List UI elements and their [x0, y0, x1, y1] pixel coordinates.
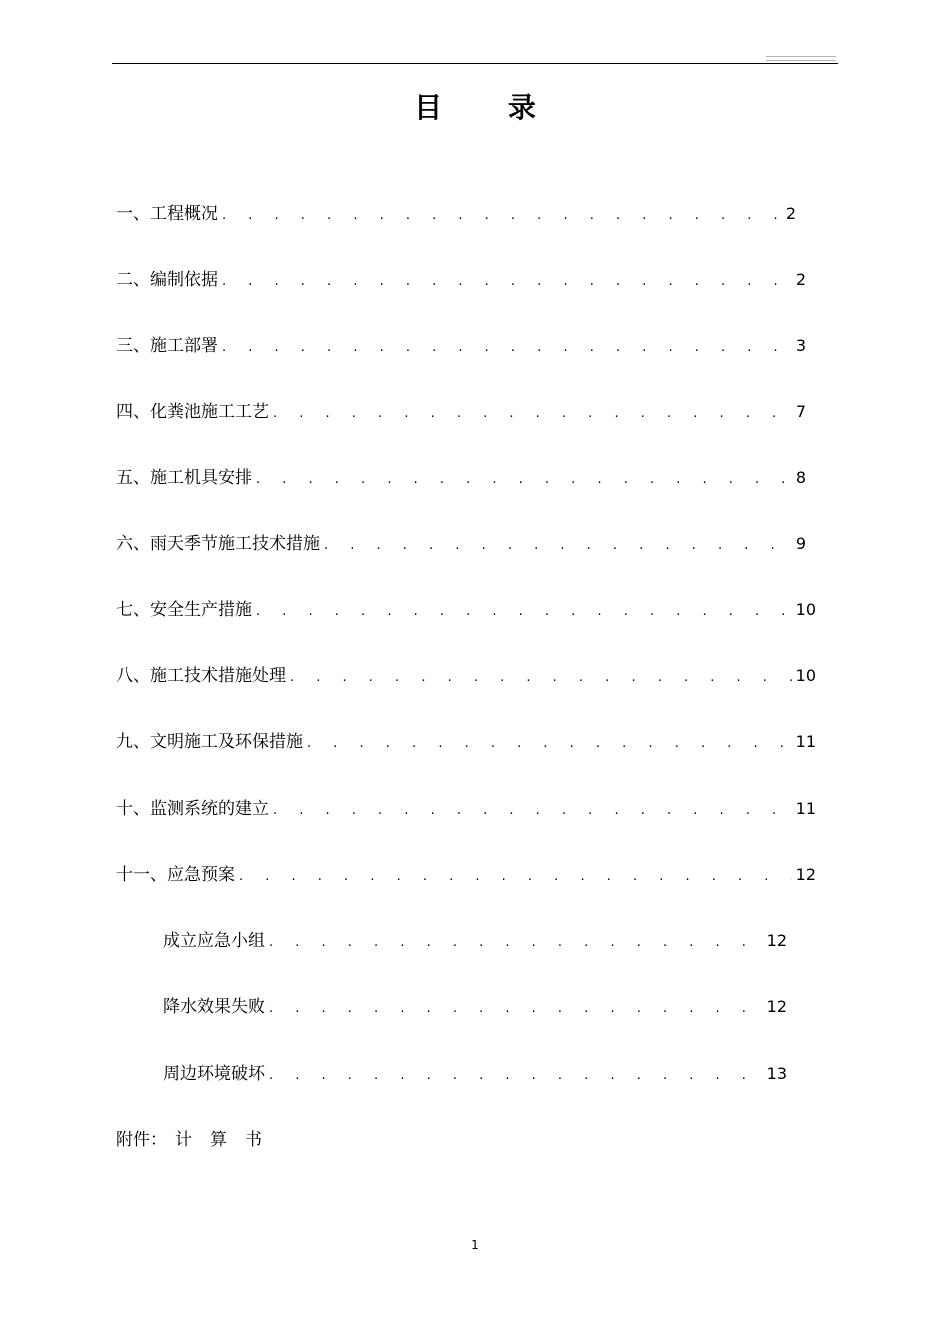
toc-leader-dots: [273, 799, 792, 823]
toc-leader-dots: [222, 204, 782, 228]
toc-entry-page: 7: [795, 402, 806, 421]
toc-entry-label: 七、安全生产措施: [116, 600, 252, 620]
toc-entry-page: 9: [795, 534, 806, 553]
toc-entry-page: 10: [795, 666, 816, 685]
toc-entry-page: 10: [795, 600, 816, 619]
toc-entry[interactable]: [116, 466, 806, 490]
toc-entry-label: 成立应急小组: [163, 931, 265, 951]
toc-entry-label: 三、施工部署: [116, 336, 218, 356]
toc-entry-label: 周边环境破坏: [163, 1064, 265, 1084]
toc-entry[interactable]: [116, 730, 816, 754]
toc-entry[interactable]: [116, 400, 806, 424]
toc-entry-label: 四、化粪池施工工艺: [116, 402, 269, 422]
toc-leader-dots: [222, 270, 792, 294]
toc-entry-label: 六、雨天季节施工技术措施: [116, 534, 320, 554]
toc-entry-page: 3: [795, 336, 806, 355]
toc-entry[interactable]: [116, 334, 806, 358]
toc-entry-page: 11: [795, 732, 816, 751]
toc-leader-dots: [256, 600, 792, 624]
toc-leader-dots: [269, 931, 763, 955]
header-corner-mark: [766, 56, 836, 57]
header-rule: [112, 63, 838, 64]
toc-leader-dots: [269, 1064, 763, 1088]
toc-entry[interactable]: [116, 202, 796, 226]
page-number: 1: [471, 1238, 479, 1252]
toc-entry-label: 十、监测系统的建立: [116, 799, 269, 819]
toc-entry-page: 13: [766, 1064, 787, 1083]
toc-entry-label: 二、编制依据: [116, 270, 218, 290]
toc-entry[interactable]: [116, 863, 816, 887]
toc-entry-page: 11: [795, 799, 816, 818]
toc-leader-dots: [256, 468, 792, 492]
toc-leader-dots: [222, 336, 792, 360]
toc-subentry[interactable]: [163, 995, 787, 1019]
toc-entry-page: 12: [766, 931, 787, 950]
appendix-label: 附件：: [116, 1130, 167, 1150]
toc-leader-dots: [269, 997, 763, 1021]
toc-entry-label: 九、文明施工及环保措施: [116, 732, 303, 752]
toc-entry-label: 八、施工技术措施处理: [116, 666, 286, 686]
toc-subentry[interactable]: [163, 929, 787, 953]
toc-entry[interactable]: [116, 598, 816, 622]
toc-entry[interactable]: [116, 268, 806, 292]
toc-entry-label: 降水效果失败: [163, 997, 265, 1017]
toc-leader-dots: [239, 865, 792, 889]
toc-entry[interactable]: [116, 532, 806, 556]
toc-entry-page: 12: [795, 865, 816, 884]
toc-entry[interactable]: [116, 797, 816, 821]
toc-entry-label: 十一、应急预案: [116, 865, 235, 885]
appendix-line: [116, 1128, 280, 1152]
toc-entry-page: 8: [795, 468, 806, 487]
toc-title: 目 录: [414, 91, 564, 124]
toc-subentry[interactable]: [163, 1062, 787, 1086]
toc-entry[interactable]: [116, 664, 816, 688]
toc-entry-label: 一、工程概况: [116, 204, 218, 224]
header-corner-mark: [766, 60, 836, 61]
toc-leader-dots: [290, 666, 792, 690]
toc-entry-page: 12: [766, 997, 787, 1016]
appendix-title: 计算书: [175, 1130, 280, 1150]
toc-leader-dots: [273, 402, 792, 426]
toc-entry-label: 五、施工机具安排: [116, 468, 252, 488]
toc-leader-dots: [324, 534, 792, 558]
toc-entry-page: 2: [785, 204, 796, 223]
toc-entry-page: 2: [795, 270, 806, 289]
toc-leader-dots: [307, 732, 792, 756]
